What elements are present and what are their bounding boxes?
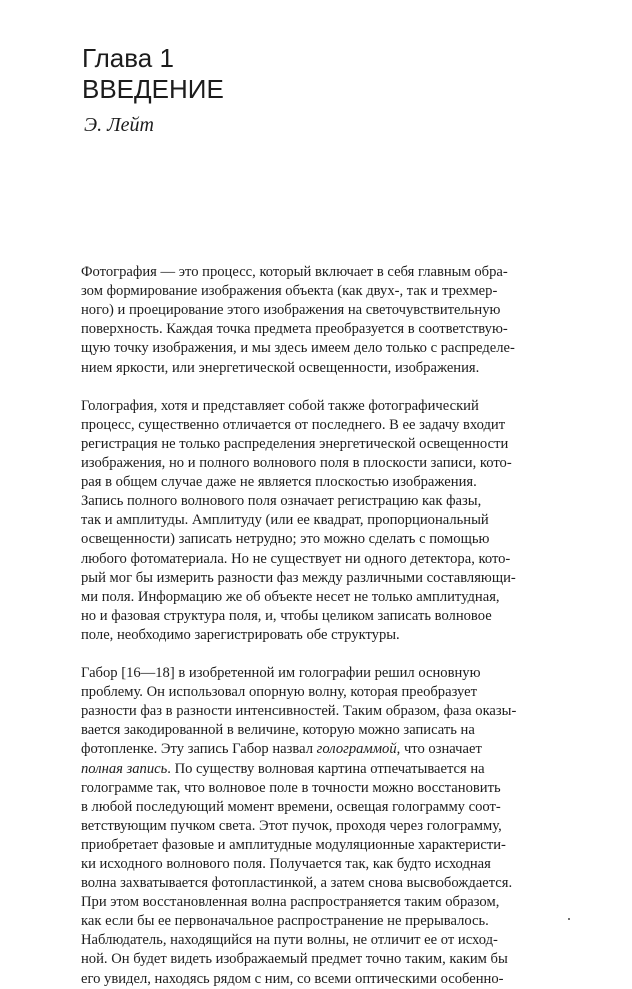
text-segment: . По существу волновая картина отпечатывается на голограмме так, что волновое поле в точности можно восстановить в любой последующий момент времени, освещая голограмму соот- ветствующим пучком света. Этот пучок, проходя через голограмму, приобретает фазовые и амплитудные модуляционные характеристи- ки исходного волнового поля. Получается так, как будто исходная волна захватывается фотопластинкой, а затем снова высвобождается. При этом восстановленная волна распространяется таким образом, как если бы ее первоначальное распространение не прерывалось. Наблюдатель, находящийся на пути волны, не отличит ее от исход- ной. Он будет видеть изображаемый предмет точно таким, каким бы его увидел, находясь рядом с ним, со всеми оптическими особенно-	[81, 760, 513, 987]
paragraph-1	[81, 244, 587, 378]
paragraph-3	[81, 645, 587, 989]
body-text	[81, 244, 587, 989]
text-segment: Фотография — это процесс, который включает в себя главным обра- зом формирование изображения объекта (как двух-, так и трехмер- ного) и проецирование этого изображения на светочувствительную поверхность. Каждая точка предмета преобразуется в соответствую- щую точку изображения, и мы здесь имеем дело только с распределе- нием яркости, или энергетической освещенности, изображения.	[81, 264, 515, 376]
paragraph-2	[81, 378, 587, 645]
chapter-number: Глава 1	[82, 43, 174, 73]
chapter-title: ВВЕДЕНИЕ	[82, 74, 224, 104]
author-name: Э. Лейт	[84, 114, 154, 136]
italic-term-full-record: полная запись	[81, 760, 168, 777]
italic-term-hologram: голограммой	[316, 741, 397, 758]
page-mark	[568, 918, 570, 920]
text-segment: Габор [16—18] в изобретенной им голографии решил основную проблему. Он использовал опорную волну, которая преобразует разности фаз в разности интенсивностей. Таким образом, фаза оказы- вается закодированной в величине, которую можно записать на фотопленке. Эту запись Габор назвал	[81, 665, 517, 758]
text-segment: , что означает	[396, 741, 482, 758]
text-segment: Голография, хотя и представляет собой также фотографический процесс, существенно отличается от последнего. В ее задачу входит регистрация не только распределения энергетической освещенности изображения, но и полного волнового поля в плоскости записи, кото- рая в общем случае даже не является плоскостью изображения. Запись полного волнового поля означает регистрацию как фазы, так и амплитуды. Амплитуду (или ее квадрат, пропорциональный освещенности) записать нетрудно; это можно сделать с помощью любого фотоматериала. Но не существует ни одного детектора, кото- рый мог бы измерить разности фаз между различными составляющи- ми поля. Информацию же об объекте несет не только амплитудная, но и фазовая структура поля, и, чтобы целиком записать волновое поле, необходимо зарегистрировать обе структуры.	[81, 397, 516, 643]
